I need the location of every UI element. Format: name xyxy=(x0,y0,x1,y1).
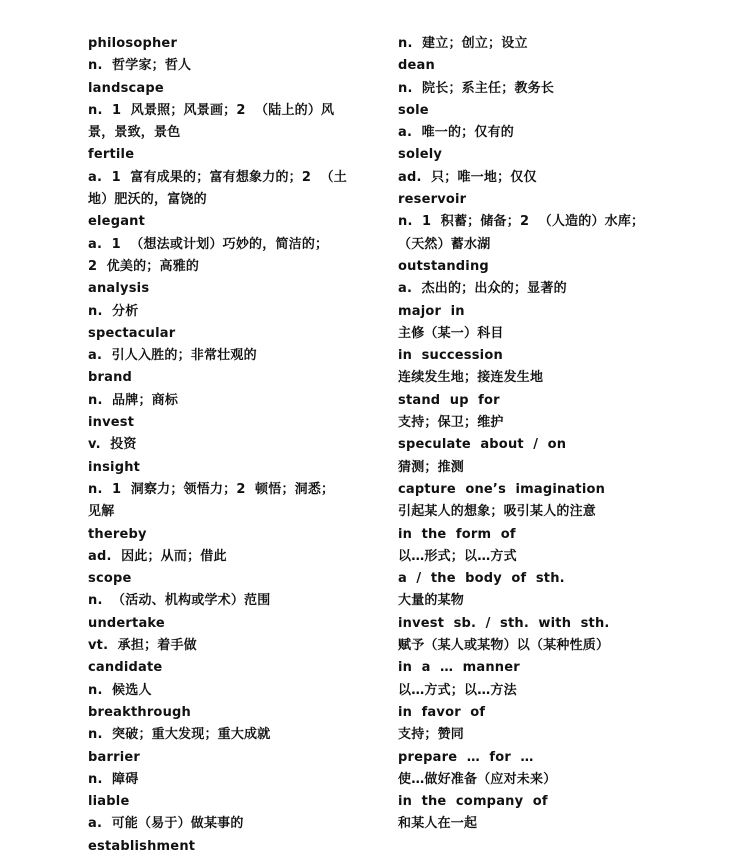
vocab-line: speculate about / on xyxy=(398,437,567,453)
vocab-line: undertake xyxy=(88,615,165,631)
vocab-line: n. 建立；创立；设立 xyxy=(398,36,528,51)
vocab-line: a. 引人入胜的；非常壮观的 xyxy=(88,348,257,364)
vocab-line: n. 分析 xyxy=(88,303,139,319)
vocab-line: invest sb. / sth. with sth. xyxy=(398,615,610,631)
vocab-line: 以…形式；以…方式 xyxy=(398,548,517,564)
vocab-line: 猜测；推测 xyxy=(398,459,465,475)
vocab-line: 赋予（某人或某物）以（某种性质） xyxy=(398,638,610,654)
vocab-line: thereby xyxy=(88,526,147,542)
vocab-line: dean xyxy=(398,58,435,74)
vocab-line: vt. 承担；着手做 xyxy=(88,638,197,654)
vocab-line: 2 优美的；高雅的 xyxy=(88,258,200,274)
vocab-line: 主修（某一）科目 xyxy=(398,325,504,341)
vocab-line: n. 1 风景照；风景画；2 （陆上的）风 xyxy=(88,102,335,118)
vocab-line: 引起某人的想象；吸引某人的注意 xyxy=(398,504,597,520)
vocab-line: 地）肥沃的，富饶的 xyxy=(88,192,207,208)
vocab-line: ad. 只；唯一地；仅仅 xyxy=(398,169,537,185)
vocab-line: in the form of xyxy=(398,526,516,542)
vocab-line: analysis xyxy=(88,281,150,297)
vocab-line: n. （活动、机构或学术）范围 xyxy=(88,593,271,609)
vocab-line: stand up for xyxy=(398,392,500,408)
vocab-line: liable xyxy=(88,794,130,810)
vocab-line: 支持；赞同 xyxy=(398,727,465,743)
vocab-line: 使…做好准备（应对未来） xyxy=(398,771,557,787)
vocab-line: breakthrough xyxy=(88,704,191,720)
vocab-line: barrier xyxy=(88,749,140,765)
vocab-line: a. 唯一的；仅有的 xyxy=(398,125,514,141)
vocab-line: a. 杰出的；出众的；显著的 xyxy=(398,281,567,297)
vocab-line: sole xyxy=(398,102,429,118)
vocab-line: 支持；保卫；维护 xyxy=(398,415,504,431)
vocab-line: 以…方式；以…方法 xyxy=(398,682,517,698)
vocab-line: n. 品牌；商标 xyxy=(88,392,179,408)
vocab-line: insight xyxy=(88,459,141,475)
vocab-line: a. 1 富有成果的；富有想象力的；2 （土 xyxy=(88,169,347,185)
vocab-line: （天然）蓄水湖 xyxy=(398,236,491,252)
right-column xyxy=(398,33,698,836)
vocab-line: a. 可能（易于）做某事的 xyxy=(88,816,244,832)
vocab-line: spectacular xyxy=(88,325,176,341)
vocab-line: n. 院长；系主任；教务长 xyxy=(398,80,555,96)
vocab-line: establishment xyxy=(88,838,196,854)
left-column xyxy=(88,33,388,858)
vocab-line: brand xyxy=(88,370,133,386)
vocab-line: major in xyxy=(398,303,465,319)
vocab-line: outstanding xyxy=(398,258,489,274)
vocab-line: in the company of xyxy=(398,794,548,810)
vocab-line: fertile xyxy=(88,147,135,163)
vocab-line: invest xyxy=(88,415,135,431)
vocab-line: landscape xyxy=(88,80,164,96)
vocab-line: candidate xyxy=(88,660,163,676)
vocab-line: scope xyxy=(88,571,132,587)
vocab-line: ad. 因此；从而；借此 xyxy=(88,548,227,564)
vocab-line: in favor of xyxy=(398,704,486,720)
vocab-line: n. 哲学家；哲人 xyxy=(88,58,192,74)
vocab-line: n. 1 积蓄；储备；2 （人造的）水库； xyxy=(398,214,645,230)
vocab-line: v. 投资 xyxy=(88,437,137,453)
vocab-line: solely xyxy=(398,147,443,163)
vocab-line: in succession xyxy=(398,348,503,364)
vocab-line: 景，景致，景色 xyxy=(88,125,181,141)
vocab-line: n. 1 洞察力；领悟力；2 顿悟；洞悉； xyxy=(88,481,335,497)
vocab-line: capture one’s imagination xyxy=(398,481,606,497)
vocab-line: elegant xyxy=(88,214,146,230)
vocab-line: 见解 xyxy=(88,504,115,520)
vocab-line: in a … manner xyxy=(398,660,520,676)
vocab-line: a. 1 （想法或计划）巧妙的，简洁的； xyxy=(88,236,329,252)
vocab-line: n. 候选人 xyxy=(88,682,152,698)
vocab-line: 连续发生地；接连发生地 xyxy=(398,370,544,386)
vocab-line: n. 突破；重大发现；重大成就 xyxy=(88,727,271,743)
vocab-line: n. 障碍 xyxy=(88,771,139,787)
vocab-line: 和某人在一起 xyxy=(398,816,478,832)
vocab-line: prepare … for … xyxy=(398,749,534,765)
vocab-line: reservoir xyxy=(398,192,467,208)
vocab-line: philosopher xyxy=(88,36,178,51)
vocab-line: 大量的某物 xyxy=(398,593,465,609)
vocab-line: a / the body of sth. xyxy=(398,571,565,587)
